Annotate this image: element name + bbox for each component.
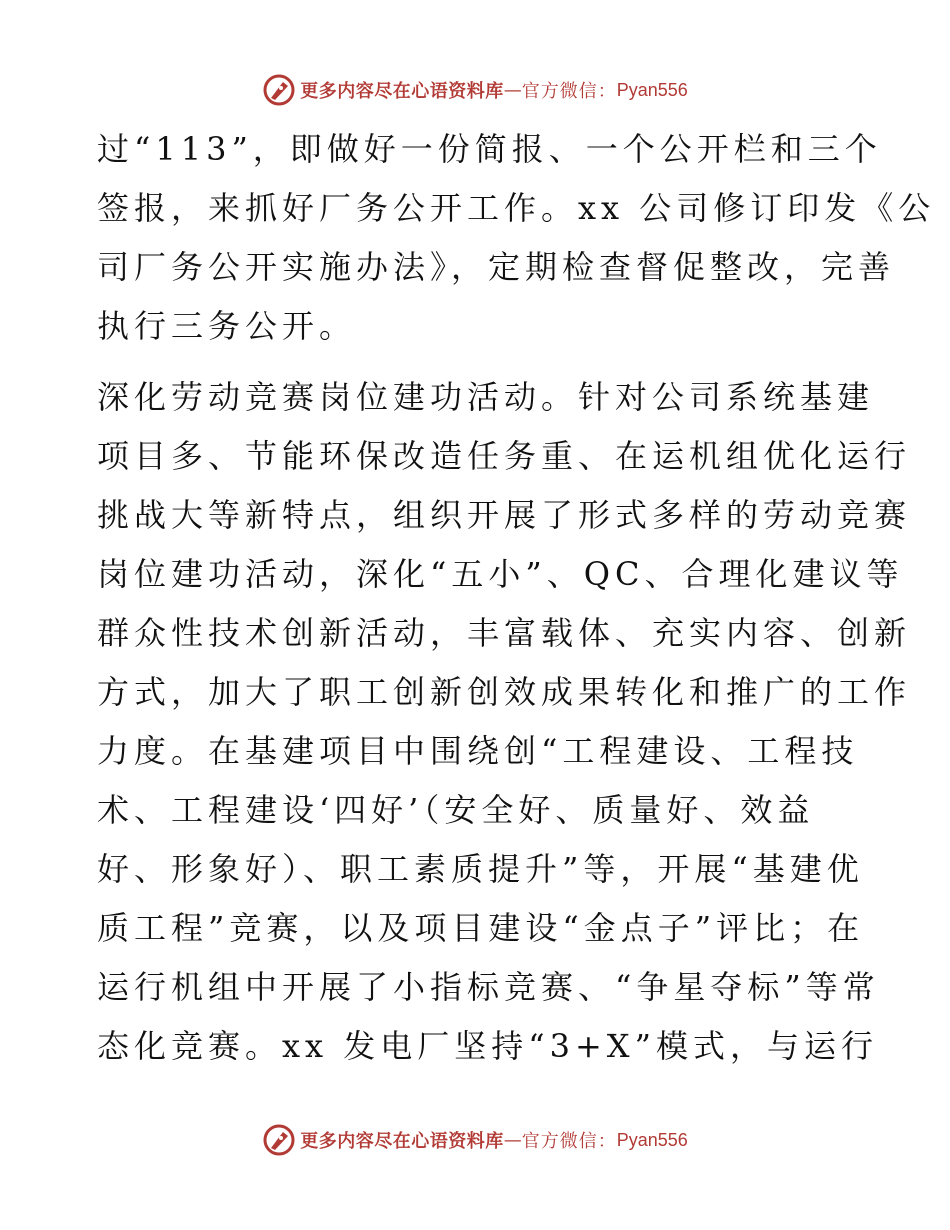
text-line: 质工程”竞赛，以及项目建设“金点子”评比；在 — [97, 909, 865, 947]
header-wechat-label: 官方微信： — [521, 81, 617, 102]
text-line: 术、工程建设‘四好’（安全好、质量好、效益 — [97, 791, 815, 829]
text-line: 态化竞赛。xx 发电厂坚持“3+X”模式，与运行 — [97, 1027, 878, 1065]
footer-wechat-label: 官方微信： — [521, 1131, 617, 1152]
text-line: 司厂务公开实施办法》，定期检查督促整改，完善 — [97, 248, 896, 286]
paragraph-2 — [97, 368, 912, 1076]
text-line: 挑战大等新特点，组织开展了形式多样的劳动竞赛 — [97, 496, 912, 534]
paragraph-1 — [97, 120, 936, 356]
header-slogan: 更多内容尽在心语资料库 — [300, 81, 504, 102]
header-wechat-id: Pyan556 — [616, 79, 688, 100]
pen-nib-circle-icon — [262, 73, 296, 107]
text-line: 深化劳动竞赛岗位建功活动。针对公司系统基建 — [97, 378, 875, 416]
text-line: 过“113”，即做好一份简报、一个公开栏和三个 — [97, 130, 882, 168]
header-banner — [0, 70, 950, 110]
text-line: 执行三务公开。 — [97, 307, 357, 345]
text-line: 签报，来抓好厂务公开工作。xx 公司修订印发《公 — [97, 189, 936, 227]
text-line: 运行机组中开展了小指标竞赛、“争星夺标”等常 — [97, 968, 880, 1006]
footer-dash: — — [503, 1129, 522, 1151]
text-line: 好、形象好）、职工素质提升”等，开展“基建优 — [97, 850, 864, 888]
footer-slogan: 更多内容尽在心语资料库 — [300, 1131, 504, 1152]
header-dash: — — [503, 79, 522, 101]
pen-nib-circle-icon — [262, 1123, 296, 1157]
footer-banner — [0, 1120, 950, 1160]
text-line: 项目多、节能环保改造任务重、在运机组优化运行 — [97, 437, 912, 475]
text-line: 群众性技术创新活动，丰富载体、充实内容、创新 — [97, 614, 912, 652]
text-line: 岗位建功活动，深化“五小”、QC、合理化建议等 — [97, 555, 904, 593]
text-line: 力度。在基建项目中围绕创“工程建设、工程技 — [97, 732, 859, 770]
footer-wechat-id: Pyan556 — [616, 1129, 688, 1150]
text-line: 方式，加大了职工创新创效成果转化和推广的工作 — [97, 673, 912, 711]
